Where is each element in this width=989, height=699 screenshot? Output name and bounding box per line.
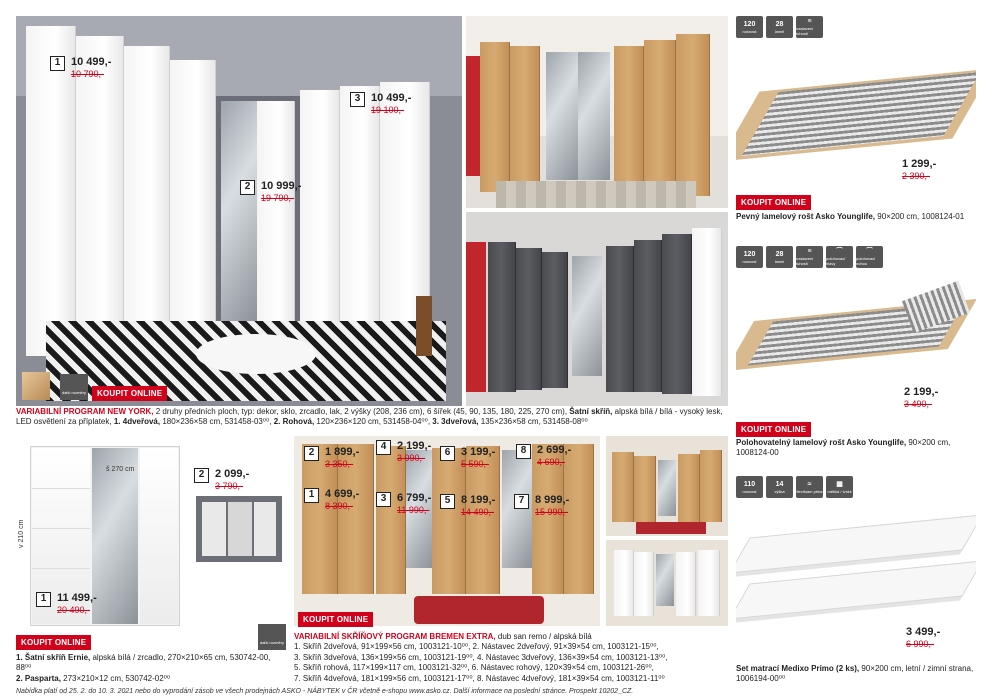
- old-price: 3 490,-: [904, 399, 933, 409]
- rost1-description: [736, 212, 976, 222]
- rost1-photo: [736, 60, 976, 170]
- old-price: 20 490,-: [57, 605, 91, 615]
- price-tag: [376, 492, 431, 515]
- product-title: Pevný lamelový rošt Asko Younglife,: [736, 212, 876, 221]
- price: 10 499,-: [371, 92, 412, 104]
- tag-number: 8: [516, 444, 531, 459]
- soft-hard-icon: ▦ měkká / tvrdá: [826, 476, 853, 498]
- price: 11 499,-: [57, 592, 97, 604]
- price-tag: [350, 92, 411, 115]
- old-price: 15 990,-: [535, 507, 569, 517]
- price-tag: [50, 56, 111, 79]
- tag-number: 1: [36, 592, 51, 607]
- more-sizes-icon[interactable]: [258, 624, 286, 650]
- product-title: Set matrací Medixo Primo (2 ks),: [736, 664, 860, 673]
- price: 6 799,-: [397, 492, 432, 504]
- price-tag: [194, 468, 249, 491]
- tag-number: 1: [304, 488, 319, 503]
- product-title: Polohovatelný lamelový rošt Asko Younglife,: [736, 438, 907, 447]
- old-price: 3 350,-: [325, 459, 354, 469]
- item1-head: 1. 4dveřová,: [113, 417, 161, 427]
- rost1-feature-icons: [736, 16, 823, 38]
- price-tag: [304, 488, 359, 511]
- pasparta-photo: [196, 496, 282, 562]
- matrace-price: [906, 626, 940, 649]
- new-york-panel: [16, 16, 462, 406]
- price: 10 999,-: [261, 180, 302, 192]
- buy-online-button[interactable]: KOUPIT ONLINE: [16, 635, 91, 650]
- old-price: 3 990,-: [397, 453, 426, 463]
- price: 2 699,-: [537, 444, 572, 456]
- program-row: 5. Skříň rohová, 117×199×117 cm, 1003121-32⁰⁰, 6. Nástavec rohový, 120×39×54 cm, 1003121-26⁰⁰,: [294, 663, 654, 673]
- price-tag: [240, 180, 301, 203]
- more-sizes-label: další rozměry: [61, 390, 86, 395]
- product-body: 90×200 cm, 1008124-00: [736, 438, 951, 458]
- price: 3 199,-: [461, 446, 496, 458]
- item3-head: 3. 3dveřová,: [432, 417, 479, 427]
- buy-online-button[interactable]: KOUPIT ONLINE: [736, 422, 811, 437]
- buy-online-button[interactable]: KOUPIT ONLINE: [298, 612, 373, 627]
- load-capacity-icon: 120 nosnost: [736, 246, 763, 268]
- item1-head: 1. Šatní skříň Ernie,: [16, 653, 91, 662]
- tag-number: 3: [350, 92, 365, 107]
- height-icon: 14 výška: [766, 476, 793, 498]
- price-tag: [514, 494, 569, 517]
- price: 2 199,-: [397, 440, 432, 452]
- matrace-description: [736, 664, 981, 685]
- item2-body: 273×210×12 cm, 530742-02⁰⁰: [63, 673, 171, 683]
- foot-adjust-icon: ⌒ polohovací nohou: [856, 246, 883, 268]
- price-tag: [376, 440, 431, 463]
- old-price: 4 690,-: [537, 457, 566, 467]
- old-price: 14 490,-: [461, 507, 495, 517]
- slats-icon: 28 lamel: [766, 16, 793, 38]
- program-title: VARIABILNÍ SKŘÍŇOVÝ PROGRAM BREMEN EXTRA,: [294, 632, 496, 641]
- product-body: 90×200 cm, letní / zimní strana, 1006194-00⁰⁰: [736, 664, 974, 684]
- item3-body: 135×236×58 cm, 531458-08⁰⁰: [480, 417, 588, 427]
- old-price: 3 790,-: [215, 481, 244, 491]
- price: 2 199,-: [904, 386, 939, 398]
- bremen-room-photo-1: [606, 436, 728, 536]
- matrace-photo: [736, 506, 976, 624]
- height-dimension: v 210 cm: [18, 519, 25, 548]
- bremen-description: [294, 632, 734, 684]
- program-row: 1. Skříň 2dveřová, 91×199×56 cm, 1003121-10⁰⁰, 2. Nástavec 2dveřový, 91×39×54 cm, 1003121-15⁰⁰,: [294, 642, 659, 652]
- program-body: 2 druhy předních ploch, typ: dekor, sklo, zrcadlo, lak, 2 výšky (208, 236 cm), 6 šířek (45, 90, 135, 180, 225, 270 cm),: [155, 407, 568, 416]
- price: 4 699,-: [325, 488, 360, 500]
- product-body: 90×200 cm, 1008124-01: [877, 212, 965, 221]
- item2-body: 120×236×120 cm, 531458-04⁰⁰,: [316, 417, 431, 427]
- wood-swatch: [22, 372, 50, 400]
- price-tag: [440, 446, 495, 469]
- ernie-description: [16, 653, 286, 684]
- old-price: 19 100,-: [371, 105, 405, 115]
- load-capacity-icon: 110 nosnost: [736, 476, 763, 498]
- bremen-room-photo-2: [606, 540, 728, 626]
- old-price: 8 390,-: [325, 501, 354, 511]
- price-tag: [440, 494, 495, 517]
- price: 3 499,-: [906, 626, 941, 638]
- old-price: 11 990,-: [397, 505, 430, 515]
- head-adjust-icon: ⌒ polohovací hlavy: [826, 246, 853, 268]
- more-sizes-label: další rozměry: [259, 640, 284, 645]
- old-price: 19 790,-: [261, 193, 295, 203]
- old-price: 10 790,-: [71, 69, 105, 79]
- tag-number: 7: [514, 494, 529, 509]
- item2-head: 2. Rohová,: [273, 417, 315, 427]
- rost2-feature-icons: [736, 246, 883, 268]
- grey-wardrobe-photo: [466, 212, 728, 406]
- tag-number: 3: [376, 492, 391, 507]
- program-row: 7. Skříň 4dveřová, 181×199×56 cm, 1003121-17⁰⁰, 8. Nástavec 4dveřový, 181×39×54 cm, 1003121-11⁰⁰: [294, 673, 665, 683]
- price: 8 999,-: [535, 494, 570, 506]
- width-dimension: š 270 cm: [106, 466, 135, 473]
- tag-number: 2: [304, 446, 319, 461]
- rost1-price: [902, 158, 936, 181]
- tag-number: 2: [194, 468, 209, 483]
- price-tag: [516, 444, 571, 467]
- buy-online-button[interactable]: KOUPIT ONLINE: [92, 386, 167, 401]
- firmness-icon: ≡ nastavení tuhosti: [796, 246, 823, 268]
- old-price: 5 590,-: [461, 459, 490, 469]
- rost2-price: [904, 386, 938, 409]
- price-tag: [304, 446, 359, 469]
- new-york-description: [16, 407, 728, 428]
- price: 8 199,-: [461, 494, 496, 506]
- tag-number: 2: [240, 180, 255, 195]
- load-capacity-icon: 120 nosnost: [736, 16, 763, 38]
- matrace-feature-icons: [736, 476, 853, 498]
- wood-wardrobe-photo: [466, 16, 728, 208]
- item-body: alpská bílá / bílá - vysoký lesk, LED osvětlení za příplatek,: [16, 407, 723, 427]
- footer-note: Nabídka platí od 25. 2. do 10. 3. 2021 nebo do vyprodání zásob ve všech prodejnách ASKO - NÁBYTEK v ČR včetně e-shopu www.asko.cz. Další informace na poslední stránce. Prospekt 10202_CZ.: [16, 688, 634, 695]
- tag-number: 6: [440, 446, 455, 461]
- price: 1 899,-: [325, 446, 360, 458]
- price: 2 099,-: [215, 468, 250, 480]
- slats-icon: 28 lamel: [766, 246, 793, 268]
- item1-body: alpská bílá / zrcadlo, 270×210×65 cm, 530742-00, 88⁰⁰: [16, 653, 271, 673]
- item-head: Šatní skříň,: [569, 407, 613, 416]
- program-title: VARIABILNÍ PROGRAM NEW YORK,: [16, 407, 154, 416]
- foam-icon: ≈ flexifoam pěna: [796, 476, 823, 498]
- old-price: 6 990,-: [906, 639, 935, 649]
- more-sizes-icon[interactable]: [60, 374, 88, 400]
- price-tag: [36, 592, 97, 615]
- rost2-photo: [736, 280, 976, 380]
- item2-head: 2. Pasparta,: [16, 673, 61, 683]
- price: 10 499,-: [71, 56, 112, 68]
- tag-number: 5: [440, 494, 455, 509]
- price: 1 299,-: [902, 158, 937, 170]
- tag-number: 4: [376, 440, 391, 455]
- program-body: dub san remo / alpská bílá: [497, 632, 592, 641]
- tag-number: 1: [50, 56, 65, 71]
- item1-body: 180×236×58 cm, 531458-03⁰⁰,: [162, 417, 272, 427]
- old-price: 2 390,-: [902, 171, 931, 181]
- rost2-description: [736, 438, 981, 459]
- program-row: 3. Skříň 3dveřová, 136×199×56 cm, 1003121-19⁰⁰, 4. Nástavec 3dveřový, 136×39×54 cm, 1003121-13⁰⁰,: [294, 652, 668, 662]
- firmness-icon: ≡ nastavení tuhosti: [796, 16, 823, 38]
- buy-online-button[interactable]: KOUPIT ONLINE: [736, 195, 811, 210]
